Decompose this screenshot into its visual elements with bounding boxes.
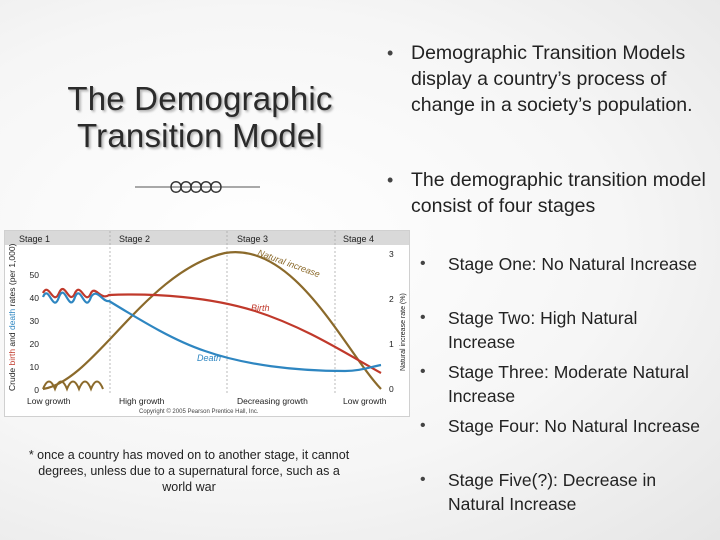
copyright-text: Copyright © 2005 Pearson Prentice Hall, Inc.: [139, 409, 259, 415]
growth-label-3: Decreasing growth: [237, 396, 308, 406]
stage-label-4: Stage 4: [343, 234, 375, 244]
stage-label-2: Stage 2: [119, 234, 151, 244]
bullet-dot: •: [387, 170, 394, 190]
growth-label-4: Low growth: [343, 396, 387, 406]
y-left-tick: 30: [29, 316, 39, 326]
sub-bullet-item-1: • Stage One: No Natural Increase: [420, 254, 698, 274]
stage-label-1: Stage 1: [19, 234, 51, 244]
bullet-item-2: • The demographic transition model consist of four stages: [387, 169, 706, 217]
sub-bullet-item-5: • Stage Five(?): Decrease in Natural Increase: [420, 470, 657, 514]
y-right-tick: 3: [389, 249, 394, 259]
natural-increase-curve: [43, 252, 381, 389]
death-label: Death: [197, 353, 222, 363]
footnote: * once a country has moved on to another stage, it cannot degrees, unless due to a supernatural force, such as a world war: [28, 448, 350, 494]
stage-label-3: Stage 3: [237, 234, 269, 244]
y-right-axis-label: Natural increase rate (%): [400, 293, 407, 371]
demographic-transition-figure: [4, 230, 410, 417]
sub-bullet-item-2: • Stage Two: High Natural Increase: [420, 308, 638, 352]
growth-label-1: Low growth: [27, 396, 71, 406]
y-right-tick: 0: [389, 384, 394, 394]
y-left-tick: 50: [29, 270, 39, 280]
y-left-tick: 0: [34, 385, 39, 395]
y-right-tick: 2: [389, 294, 394, 304]
y-left-tick: 40: [29, 293, 39, 303]
y-left-tick: 20: [29, 339, 39, 349]
bullet-item-1: • Demographic Transition Models display a country’s process of change in a society’s population.: [387, 42, 693, 116]
bullet-dot: •: [420, 255, 426, 272]
natural-increase-label: Natural increase: [256, 247, 322, 280]
sub-bullet-item-3: • Stage Three: Moderate Natural Increase: [420, 362, 689, 406]
title-line-1: The Demographic: [67, 80, 333, 117]
stage1-oscillation-curve: [43, 382, 103, 390]
y-left-tick: 10: [29, 362, 39, 372]
y-left-axis-label: Crude birth and death rates (per 1,000): [7, 243, 17, 391]
bullet-dot: •: [420, 309, 426, 326]
bullet-dot: •: [420, 417, 426, 434]
birth-label: Birth: [251, 303, 270, 313]
bullet-dot: •: [387, 43, 394, 63]
slide-title: [40, 80, 360, 154]
growth-label-2: High growth: [119, 396, 165, 406]
bullet-dot: •: [420, 363, 426, 380]
bullet-dot: •: [420, 471, 426, 488]
ornamental-divider: [135, 176, 260, 198]
sub-bullet-item-4: • Stage Four: No Natural Increase: [420, 416, 700, 436]
y-right-tick: 1: [389, 339, 394, 349]
title-line-2: Transition Model: [77, 117, 323, 154]
